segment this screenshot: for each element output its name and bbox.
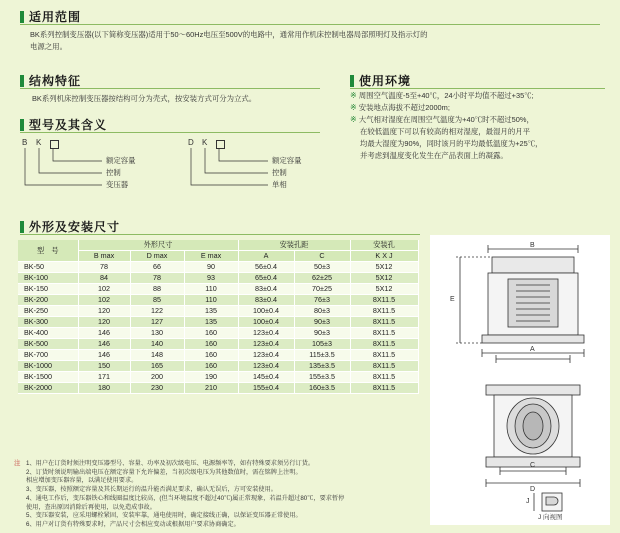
table-cell: 90	[184, 262, 238, 273]
drawing-caption: J 向视图	[538, 514, 563, 521]
table-cell: 8X11.5	[350, 295, 418, 306]
header-b-max: B max	[78, 251, 130, 262]
model-meaning-rated: 额定容量	[272, 156, 302, 165]
dimension-label-b: B	[530, 242, 535, 249]
table-cell: 50±3	[294, 262, 350, 273]
table-cell: 65±0.4	[238, 273, 294, 284]
table-cell: 78	[78, 262, 130, 273]
table-cell: 120	[78, 317, 130, 328]
table-cell: 148	[130, 350, 184, 361]
note-line: 6、用户对订货有特殊要求时，产品尺寸会相应变动或根据用户要求协商确定。	[26, 520, 240, 528]
header-kxj: K X J	[350, 251, 418, 262]
table-header-row	[18, 240, 418, 251]
section-divider	[20, 24, 600, 25]
table-cell: 88	[130, 284, 184, 295]
table-cell: 5X12	[350, 273, 418, 284]
table-cell: BK-200	[18, 295, 78, 306]
header-d-max: D max	[130, 251, 184, 262]
table-subheader-row	[18, 251, 418, 262]
dimension-label-c: C	[530, 462, 536, 469]
table-cell: 180	[78, 383, 130, 394]
section-divider	[20, 234, 420, 235]
table-cell: 8X11.5	[350, 317, 418, 328]
table-cell: 150	[78, 361, 130, 372]
environment-item-1: ※ 周围空气温度-5至+40℃，24小时平均值不超过+35℃;	[350, 91, 534, 100]
table-cell: 90±3	[294, 317, 350, 328]
dimension-label-j: J	[526, 498, 530, 505]
model-letter-b: B	[22, 138, 28, 147]
table-cell: BK-1500	[18, 372, 78, 383]
table-cell: 90±3	[294, 328, 350, 339]
table-cell: 56±0.4	[238, 262, 294, 273]
table-cell: 83±0.4	[238, 284, 294, 295]
model-meaning-control: 控制	[106, 168, 121, 177]
table-cell: 146	[78, 339, 130, 350]
table-row	[18, 328, 418, 339]
table-row	[18, 383, 418, 394]
section-title-text: 适用范围	[29, 10, 82, 24]
note-line: 5、变压器安装，应采用螺栓紧固，安装牢靠，通电使用时，确定接线正确，以保证变压器正常使用。	[26, 512, 302, 520]
table-row	[18, 284, 418, 295]
section-marker	[20, 221, 24, 233]
table-cell: BK-700	[18, 350, 78, 361]
table-cell: 146	[78, 350, 130, 361]
environment-item-6: 并考虑到温度变化发生在产品表面上的凝露。	[360, 151, 508, 160]
table-cell: 140	[130, 339, 184, 350]
table-cell: 160	[184, 361, 238, 372]
model-code-connectors	[188, 138, 348, 198]
table-row	[18, 339, 418, 350]
table-cell: 160	[184, 339, 238, 350]
model-meaning-rated: 额定容量	[106, 156, 136, 165]
header-a: A	[238, 251, 294, 262]
table-cell: 127	[130, 317, 184, 328]
table-cell: 85	[130, 295, 184, 306]
section-title-text: 型号及其含义	[29, 118, 108, 132]
structure-line-1: BK系列机床控制变压器按结构可分为壳式，按安装方式可分为立式。	[32, 94, 257, 103]
outline-drawing	[430, 235, 610, 525]
table-cell: 190	[184, 372, 238, 383]
table-row	[18, 350, 418, 361]
table-cell: 122	[130, 306, 184, 317]
table-row	[18, 372, 418, 383]
table-cell: 130	[130, 328, 184, 339]
section-divider	[350, 88, 605, 89]
table-cell: 155±3.5	[294, 372, 350, 383]
table-cell: 5X12	[350, 284, 418, 295]
table-cell: BK-500	[18, 339, 78, 350]
section-title-text: 结构特征	[29, 74, 82, 88]
notes-block	[14, 460, 345, 530]
table-cell: 110	[184, 295, 238, 306]
table-cell: 70±25	[294, 284, 350, 295]
table-cell: 123±0.4	[238, 350, 294, 361]
table-body	[18, 262, 418, 394]
section-marker	[20, 119, 24, 131]
table-cell: 123±0.4	[238, 328, 294, 339]
table-cell: BK-1000	[18, 361, 78, 372]
note-line: 4、通电工作后，变压器铁心和线圈温度比较高，(但当环境温度不超过40℃)属正常现象，若温升超过80℃，要求暂停	[26, 494, 345, 502]
table-row	[18, 273, 418, 284]
table-row	[18, 361, 418, 372]
table-cell: BK-100	[18, 273, 78, 284]
table-cell: 8X11.5	[350, 339, 418, 350]
table-cell: 8X11.5	[350, 328, 418, 339]
table-row	[18, 262, 418, 273]
model-letter-k: K	[202, 138, 208, 147]
table-cell: 100±0.4	[238, 306, 294, 317]
star-bullet-icon: ※	[350, 115, 357, 124]
table-cell: 8X11.5	[350, 383, 418, 394]
table-cell: 8X11.5	[350, 306, 418, 317]
header-e-max: E max	[184, 251, 238, 262]
section-marker	[350, 75, 354, 87]
environment-item-3: ※ 大气相对湿度在周围空气温度为+40℃时不超过50%，	[350, 115, 534, 124]
table-cell: 76±3	[294, 295, 350, 306]
section-title-model	[20, 116, 107, 133]
star-bullet-icon: ※	[350, 103, 357, 112]
table-cell: 78	[130, 273, 184, 284]
table-cell: 210	[184, 383, 238, 394]
table-cell: BK-2000	[18, 383, 78, 394]
section-title-application	[20, 8, 81, 25]
table-cell: 66	[130, 262, 184, 273]
table-cell: 146	[78, 328, 130, 339]
table-cell: 160	[184, 328, 238, 339]
table-cell: 160	[184, 350, 238, 361]
header-c: C	[294, 251, 350, 262]
dimensions-table	[18, 240, 419, 394]
table-cell: 230	[130, 383, 184, 394]
header-mount: 安装孔距	[238, 240, 350, 251]
table-cell: 102	[78, 284, 130, 295]
table-cell: 8X11.5	[350, 372, 418, 383]
table-cell: 93	[184, 273, 238, 284]
table-cell: 145±0.4	[238, 372, 294, 383]
table-cell: 200	[130, 372, 184, 383]
table-cell: 123±0.4	[238, 361, 294, 372]
table-cell: 115±3.5	[294, 350, 350, 361]
section-title-environment	[350, 72, 411, 89]
model-letter-k: K	[36, 138, 42, 147]
section-title-structure	[20, 72, 81, 89]
table-cell: 83±0.4	[238, 295, 294, 306]
section-marker	[20, 75, 24, 87]
header-hole: 安装孔	[350, 240, 418, 251]
table-cell: 135±3.5	[294, 361, 350, 372]
notes-lines	[18, 460, 344, 530]
model-code-diagram-bk	[22, 138, 192, 198]
section-divider	[20, 132, 320, 133]
environment-item-4: 在较低温度下可以有较高的相对湿度，最湿月的月平	[360, 127, 530, 136]
table-cell: BK-50	[18, 262, 78, 273]
table-cell: 8X11.5	[350, 361, 418, 372]
note-line: 相应增加变压器容量，以满足使用要求。	[26, 477, 138, 485]
table-cell: 120	[78, 306, 130, 317]
table-cell: 80±3	[294, 306, 350, 317]
section-title-dimensions	[20, 218, 120, 235]
header-model: 型 号	[18, 240, 78, 262]
environment-item-5: 均最大湿度为90%，同时该月的平均最低温度为+25℃，	[360, 139, 543, 148]
header-outline: 外形尺寸	[78, 240, 238, 251]
table-row	[18, 317, 418, 328]
note-line: 3、变压器，按照额定容量及其长期运行的温升能否满足要求，确认无误后，方可安装使用。	[26, 486, 277, 494]
model-meaning-control: 控制	[272, 168, 287, 177]
dimension-label-d: D	[530, 486, 536, 493]
table-cell: 62±25	[294, 273, 350, 284]
table-cell: 123±0.4	[238, 339, 294, 350]
table-cell: 105±3	[294, 339, 350, 350]
table-cell: BK-400	[18, 328, 78, 339]
table-cell: 155±0.4	[238, 383, 294, 394]
transformer-outline-svg	[430, 235, 610, 525]
table-cell: BK-150	[18, 284, 78, 295]
table-cell: 102	[78, 295, 130, 306]
table-cell: 135	[184, 306, 238, 317]
table-cell: 135	[184, 317, 238, 328]
table-cell: 171	[78, 372, 130, 383]
environment-item-2: ※ 安装地点海拔不超过2000m;	[350, 103, 450, 112]
table-cell: 165	[130, 361, 184, 372]
model-code-diagram-dk	[188, 138, 348, 198]
table-cell: 100±0.4	[238, 317, 294, 328]
table-cell: 5X12	[350, 262, 418, 273]
notes-marker: 注	[14, 460, 21, 467]
note-line: 2、订货时须说明输出端电压在额定容量下允许偏差，当初次级电压为其他数值时，需在铭牌上注明。	[26, 468, 302, 476]
section-title-text: 使用环境	[359, 74, 412, 88]
star-bullet-icon: ※	[350, 91, 357, 100]
note-line: 使用，查出原因消除后再使用，以免造成事故。	[26, 503, 156, 511]
table-cell: 84	[78, 273, 130, 284]
table-cell: 110	[184, 284, 238, 295]
model-meaning-single-phase: 单相	[272, 180, 287, 189]
table-row	[18, 306, 418, 317]
section-divider	[20, 88, 320, 89]
table-cell: 160±3.5	[294, 383, 350, 394]
application-line-2: 电源之用。	[30, 42, 67, 51]
section-title-text: 外形及安装尺寸	[29, 220, 121, 234]
model-meaning-transformer: 变压器	[106, 180, 129, 189]
application-line-1: BK系列控制变压器(以下简称变压器)适用于50～60Hz电压至500V的电路中，通常用作机床控制电器局部照明灯及指示灯的	[30, 30, 428, 39]
table-row	[18, 295, 418, 306]
note-line: 1、用户在订货时须注明变压器型号、容量、功率及初次级电压、电源频率等，如有特殊要求须另行订货。	[26, 460, 315, 467]
dimension-label-a: A	[530, 346, 535, 353]
table-cell: BK-300	[18, 317, 78, 328]
table-cell: BK-250	[18, 306, 78, 317]
dimension-label-e: E	[450, 296, 455, 303]
model-letter-d: D	[188, 138, 194, 147]
table-cell: 8X11.5	[350, 350, 418, 361]
section-marker	[20, 11, 24, 23]
